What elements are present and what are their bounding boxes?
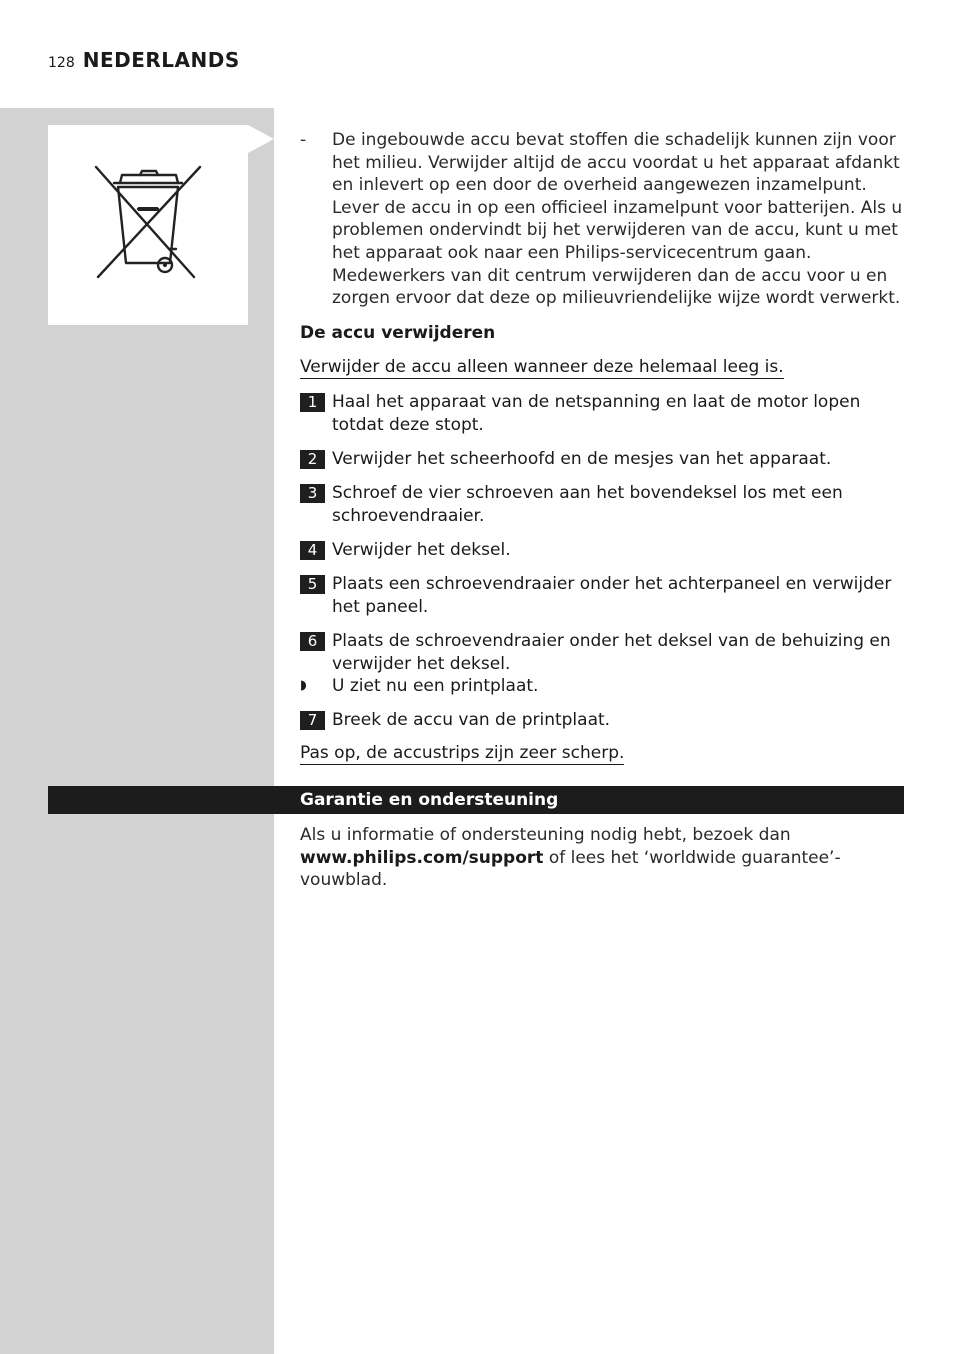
removal-heading: De accu verwijderen xyxy=(300,323,496,343)
step-2 xyxy=(300,448,910,471)
caution-note: Pas op, de accustrips zijn zeer scherp. xyxy=(300,743,625,763)
step-number: 7 xyxy=(300,711,325,730)
step-number: 4 xyxy=(300,541,325,560)
step-number: 3 xyxy=(300,484,325,503)
result-text: U ziet nu een printplaat. xyxy=(332,676,539,696)
image-pointer xyxy=(248,125,274,153)
step-text: Schroef de vier schroeven aan het bovendeksel los met een schroevendraaier. xyxy=(332,483,843,526)
step-6-result xyxy=(300,675,910,698)
step-5 xyxy=(300,573,910,618)
step-number: 1 xyxy=(300,393,325,412)
disposal-text: De ingebouwde accu bevat stoffen die schadelijk kunnen zijn voor het milieu. Verwijder altijd de accu voordat u het apparaat afdankt en inlevert op een door de overheid aangewezen inzamelpunt. Lever de accu in op een officieel inzamelpunt voor batterijen. Als u problemen ondervindt bij het verwijderen van de accu, kunt u met het apparaat ook naar een Philips-servicecentrum gaan. Medewerkers van dit centrum verwijderen dan de accu voor u en zorgen ervoor dat deze op milieuvriendelijke wijze wordt verwerkt. xyxy=(332,130,903,309)
step-1 xyxy=(300,391,910,436)
result-marker: ◗ xyxy=(300,678,307,693)
step-text: Verwijder het deksel. xyxy=(332,540,511,560)
step-7 xyxy=(300,709,910,732)
crossed-out-wheelie-bin-icon xyxy=(48,125,248,325)
step-number: 6 xyxy=(300,632,325,651)
section-title: Garantie en ondersteuning xyxy=(300,790,559,810)
step-text: Plaats de schroevendraaier onder het deksel van de behuizing en verwijder het deksel. xyxy=(332,631,891,674)
step-4 xyxy=(300,539,910,562)
support-paragraph xyxy=(300,824,920,892)
removal-warning: Verwijder de accu alleen wanneer deze helemaal leeg is. xyxy=(300,357,784,377)
disposal-bullet xyxy=(300,129,910,310)
step-text: Breek de accu van de printplaat. xyxy=(332,710,611,730)
page-header xyxy=(48,48,240,76)
step-number: 5 xyxy=(300,575,325,594)
step-6 xyxy=(300,630,910,675)
step-text: Haal het apparaat van de netspanning en laat de motor lopen totdat deze stopt. xyxy=(332,392,861,435)
support-link[interactable]: www.philips.com/support xyxy=(300,847,544,868)
step-text: Plaats een schroevendraaier onder het achterpaneel en verwijder het paneel. xyxy=(332,574,892,617)
language-title: NEDERLANDS xyxy=(82,48,240,72)
disposal-image xyxy=(48,125,248,325)
page-number: 128 xyxy=(48,55,75,71)
support-text: Als u informatie of ondersteuning nodig hebt, bezoek dan xyxy=(300,825,791,845)
section-header-bar xyxy=(48,786,904,814)
step-3 xyxy=(300,482,910,527)
bullet-dash: - xyxy=(300,130,307,150)
step-number: 2 xyxy=(300,450,325,469)
step-text: Verwijder het scheerhoofd en de mesjes van het apparaat. xyxy=(332,449,832,469)
support-text-after: of lees het ‘worldwide guarantee’-vouwblad. xyxy=(300,847,841,891)
